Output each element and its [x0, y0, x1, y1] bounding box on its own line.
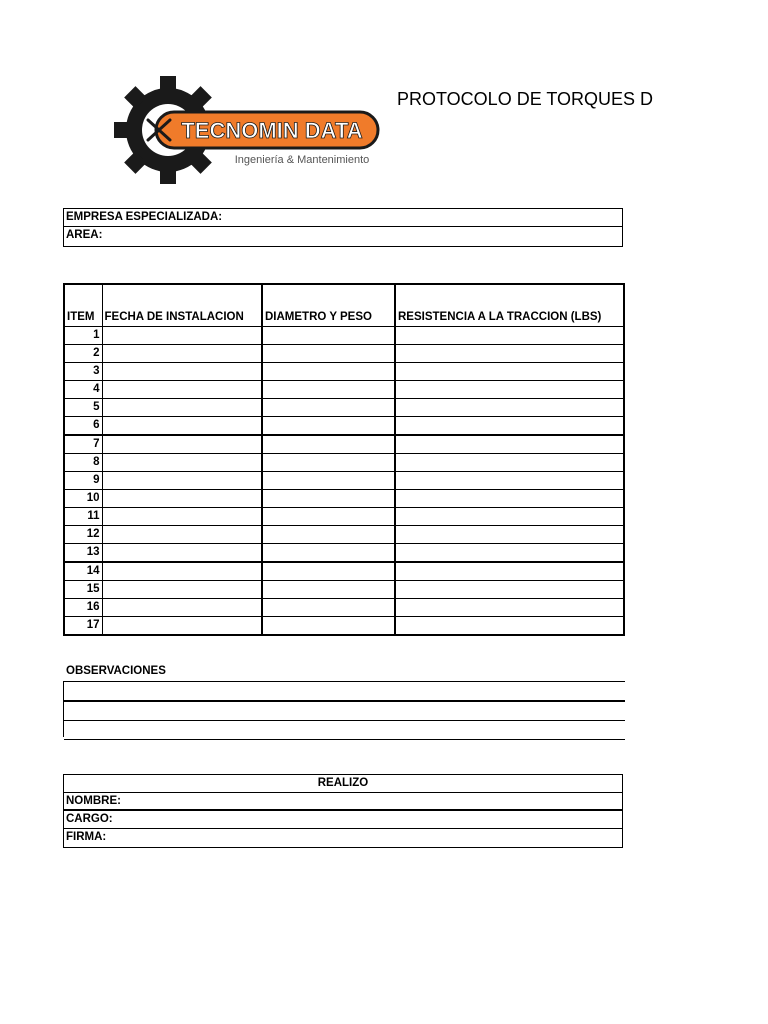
item-number-cell: 6	[64, 416, 102, 435]
item-number-cell: 5	[64, 398, 102, 416]
diametro-cell[interactable]	[262, 398, 395, 416]
fecha-cell[interactable]	[102, 471, 262, 489]
item-number-cell: 13	[64, 543, 102, 562]
table-row	[64, 453, 624, 471]
nombre-row[interactable]	[64, 793, 622, 811]
fecha-cell[interactable]	[102, 435, 262, 454]
fecha-cell[interactable]	[102, 525, 262, 543]
resistencia-cell[interactable]	[395, 398, 624, 416]
item-number-cell: 1	[64, 326, 102, 344]
diametro-cell[interactable]	[262, 435, 395, 454]
diametro-cell[interactable]	[262, 616, 395, 635]
table-row	[64, 344, 624, 362]
resistencia-cell[interactable]	[395, 380, 624, 398]
item-number-cell: 16	[64, 598, 102, 616]
document-title: PROTOCOLO DE TORQUES D	[397, 89, 654, 109]
table-row	[64, 380, 624, 398]
realizo-box	[63, 774, 623, 848]
empresa-row[interactable]	[64, 209, 622, 227]
header-diametro: DIAMETRO Y PESO	[262, 284, 395, 326]
item-number-cell: 8	[64, 453, 102, 471]
company-info-box	[63, 208, 623, 247]
fecha-cell[interactable]	[102, 507, 262, 525]
resistencia-cell[interactable]	[395, 344, 624, 362]
table-header-row	[64, 284, 624, 326]
fecha-cell[interactable]	[102, 453, 262, 471]
firma-label: FIRMA:	[66, 831, 107, 843]
diametro-cell[interactable]	[262, 543, 395, 562]
table-row	[64, 416, 624, 435]
fecha-cell[interactable]	[102, 543, 262, 562]
resistencia-cell[interactable]	[395, 471, 624, 489]
cargo-label: CARGO:	[66, 813, 113, 825]
diametro-cell[interactable]	[262, 562, 395, 581]
diametro-cell[interactable]	[262, 380, 395, 398]
table-row	[64, 525, 624, 543]
item-number-cell: 3	[64, 362, 102, 380]
item-number-cell: 15	[64, 580, 102, 598]
diametro-cell[interactable]	[262, 471, 395, 489]
logo-brand-text: TECNOMIN DATA	[181, 118, 363, 143]
resistencia-cell[interactable]	[395, 543, 624, 562]
table-row	[64, 326, 624, 344]
area-label: AREA:	[66, 229, 103, 241]
resistencia-cell[interactable]	[395, 326, 624, 344]
item-number-cell: 2	[64, 344, 102, 362]
torque-items-table	[63, 283, 625, 636]
diametro-cell[interactable]	[262, 362, 395, 380]
fecha-cell[interactable]	[102, 362, 262, 380]
header-fecha: FECHA DE INSTALACION	[102, 284, 262, 326]
fecha-cell[interactable]	[102, 580, 262, 598]
observaciones-label: OBSERVACIONES	[66, 665, 166, 677]
resistencia-cell[interactable]	[395, 580, 624, 598]
resistencia-cell[interactable]	[395, 435, 624, 454]
diametro-cell[interactable]	[262, 489, 395, 507]
logo-tagline-text: Ingeniería & Mantenimiento	[234, 154, 370, 166]
item-number-cell: 12	[64, 525, 102, 543]
fecha-cell[interactable]	[102, 416, 262, 435]
company-logo	[112, 74, 382, 186]
item-number-cell: 7	[64, 435, 102, 454]
item-number-cell: 9	[64, 471, 102, 489]
fecha-cell[interactable]	[102, 489, 262, 507]
resistencia-cell[interactable]	[395, 598, 624, 616]
table-row	[64, 471, 624, 489]
item-number-cell: 10	[64, 489, 102, 507]
diametro-cell[interactable]	[262, 580, 395, 598]
table-row	[64, 398, 624, 416]
resistencia-cell[interactable]	[395, 489, 624, 507]
resistencia-cell[interactable]	[395, 616, 624, 635]
table-row	[64, 507, 624, 525]
item-number-cell: 17	[64, 616, 102, 635]
resistencia-cell[interactable]	[395, 507, 624, 525]
realizo-title: REALIZO	[64, 775, 622, 793]
resistencia-cell[interactable]	[395, 453, 624, 471]
table-row	[64, 435, 624, 454]
fecha-cell[interactable]	[102, 398, 262, 416]
observacion-line[interactable]	[64, 702, 625, 721]
table-row	[64, 598, 624, 616]
fecha-cell[interactable]	[102, 616, 262, 635]
nombre-label: NOMBRE:	[66, 795, 121, 807]
table-row	[64, 489, 624, 507]
area-row[interactable]	[64, 227, 622, 246]
table-row	[64, 362, 624, 380]
firma-row[interactable]	[64, 829, 622, 847]
diametro-cell[interactable]	[262, 598, 395, 616]
observaciones-box	[63, 681, 625, 737]
item-number-cell: 4	[64, 380, 102, 398]
fecha-cell[interactable]	[102, 598, 262, 616]
resistencia-cell[interactable]	[395, 362, 624, 380]
item-number-cell: 11	[64, 507, 102, 525]
table-row	[64, 562, 624, 581]
fecha-cell[interactable]	[102, 562, 262, 581]
header-item: ITEM	[64, 284, 102, 326]
resistencia-cell[interactable]	[395, 525, 624, 543]
table-row	[64, 616, 624, 635]
item-number-cell: 14	[64, 562, 102, 581]
table-row	[64, 580, 624, 598]
table-row	[64, 543, 624, 562]
diametro-cell[interactable]	[262, 416, 395, 435]
fecha-cell[interactable]	[102, 380, 262, 398]
diametro-cell[interactable]	[262, 344, 395, 362]
resistencia-cell[interactable]	[395, 416, 624, 435]
resistencia-cell[interactable]	[395, 562, 624, 581]
header-resistencia: RESISTENCIA A LA TRACCION (LBS)	[395, 284, 624, 326]
fecha-cell[interactable]	[102, 326, 262, 344]
diametro-cell[interactable]	[262, 453, 395, 471]
empresa-label: EMPRESA ESPECIALIZADA:	[66, 211, 223, 223]
diametro-cell[interactable]	[262, 507, 395, 525]
diametro-cell[interactable]	[262, 525, 395, 543]
cargo-row[interactable]	[64, 811, 622, 829]
observacion-line[interactable]	[64, 721, 625, 740]
fecha-cell[interactable]	[102, 344, 262, 362]
observacion-line[interactable]	[64, 682, 625, 702]
diametro-cell[interactable]	[262, 326, 395, 344]
